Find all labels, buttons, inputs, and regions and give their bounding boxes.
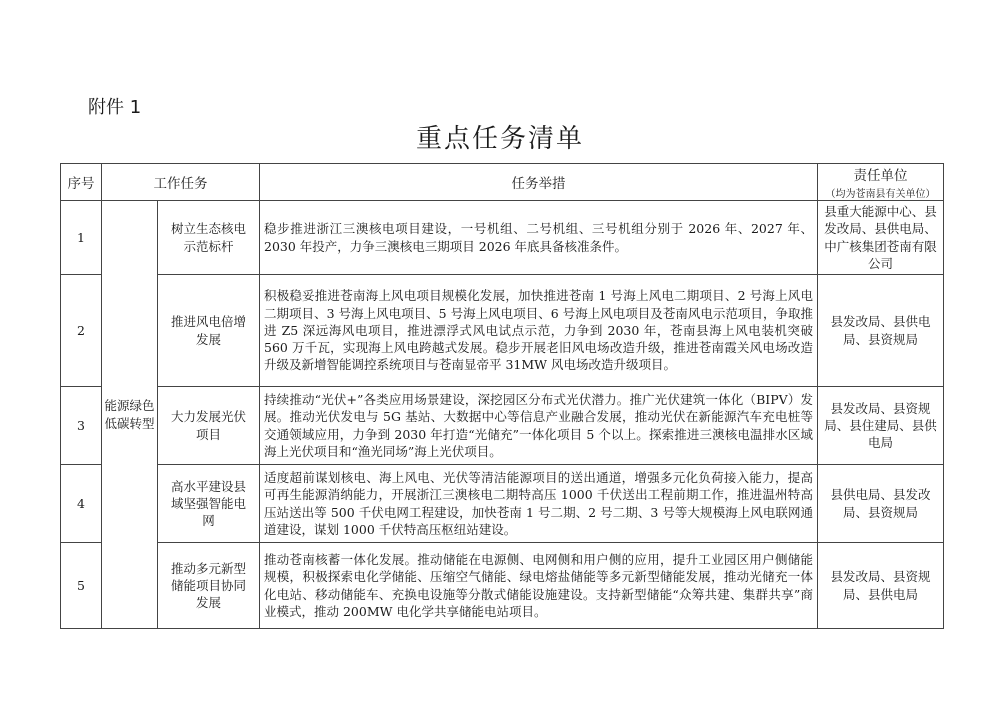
row-num: 1: [61, 201, 102, 275]
row-num: 4: [61, 465, 102, 543]
row-measures: 积极稳妥推进苍南海上风电项目规模化发展，加快推进苍南 1 号海上风电二期项目、2 号海上风电二期项目、3 号海上风电项目、5 号海上风电项目、6 号海上风电项目及苍南风电示范项目，争取推进 Z5 深远海风电项目，推进漂浮式风电试点示范，力争到 2030 年，苍南县海上风电装机突破 560 万千瓦，实现海上风电跨越式发展。稳步开展老旧风电场改造升级，推进苍南霞关风电场改造升级及新增智能调控系统项目与苍南显帝平 31MW 风电场改造升级项目。: [260, 275, 818, 387]
row-subtask: 高水平建设县域坚强智能电网: [158, 465, 260, 543]
table-row: [61, 275, 944, 387]
row-subtask: 推进风电倍增发展: [158, 275, 260, 387]
row-subtask: 大力发展光伏项目: [158, 387, 260, 465]
table-row: [61, 387, 944, 465]
page-title: 重点任务清单: [415, 124, 584, 154]
header-task: 工作任务: [102, 164, 260, 201]
row-measures: 推动苍南核蓄一体化发展。推动储能在电源侧、电网侧和用户侧的应用，提升工业园区用户侧储能规模，积极探索电化学储能、压缩空气储能、绿电熔盐储能等多元新型储能发展，推动光储充一体化电站、移动储能车、充换电设施等分散式储能设施建设。支持新型储能“众筹共建、集群共享”商业模式，推动 200MW 电化学共享储能电站项目。: [260, 543, 818, 629]
row-unit: 县发改局、县资规局、县供电局: [818, 543, 944, 629]
row-unit: 县发改局、县资规局、县住建局、县供电局: [818, 387, 944, 465]
table-row: [61, 543, 944, 629]
table-header-row: [61, 164, 944, 201]
row-unit: 县供电局、县发改局、县资规局: [818, 465, 944, 543]
row-measures: 稳步推进浙江三澳核电项目建设，一号机组、二号机组、三号机组分别于 2026 年、2027 年、2030 年投产，力争三澳核电三期项目 2026 年底具备核准条件。: [260, 201, 818, 275]
header-num: 序号: [61, 164, 102, 201]
table-row: [61, 465, 944, 543]
row-unit: 县发改局、县供电局、县资规局: [818, 275, 944, 387]
row-unit: 县重大能源中心、县发改局、县供电局、中广核集团苍南有限公司: [818, 201, 944, 275]
category-cell: 能源绿色低碳转型: [102, 201, 158, 629]
row-subtask: 推动多元新型储能项目协同发展: [158, 543, 260, 629]
attachment-label: 附件 1: [88, 97, 142, 118]
header-unit: [818, 164, 944, 201]
header-unit-sub: （均为苍南县有关单位）: [825, 189, 936, 200]
row-num: 5: [61, 543, 102, 629]
task-table: [60, 163, 944, 629]
row-num: 3: [61, 387, 102, 465]
table-row: [61, 201, 944, 275]
row-num: 2: [61, 275, 102, 387]
header-unit-main: 责任单位: [853, 168, 908, 184]
row-measures: 适度超前谋划核电、海上风电、光伏等清洁能源项目的送出通道，增强多元化负荷接入能力，提高可再生能源消纳能力，开展浙江三澳核电二期特高压 1000 千伏送出工程前期工作，推进温州特高压站送出等 500 千伏电网工程建设，加快苍南 1 号二期、2 号二期、3 号等大规模海上风电联网通道建设，谋划 1000 千伏特高压枢纽站建设。: [260, 465, 818, 543]
row-measures: 持续推动“光伏+”各类应用场景建设，深挖园区分布式光伏潜力。推广光伏建筑一体化（BIPV）发展。推动光伏发电与 5G 基站、大数据中心等信息产业融合发展，推动光伏在新能源汽车充电桩等交通领域应用，力争到 2030 年打造“光储充”一体化项目 5 个以上。探索推进三澳核电温排水区域海上光伏项目和“渔光同场”海上光伏项目。: [260, 387, 818, 465]
header-measures: 任务举措: [260, 164, 818, 201]
row-subtask: 树立生态核电示范标杆: [158, 201, 260, 275]
